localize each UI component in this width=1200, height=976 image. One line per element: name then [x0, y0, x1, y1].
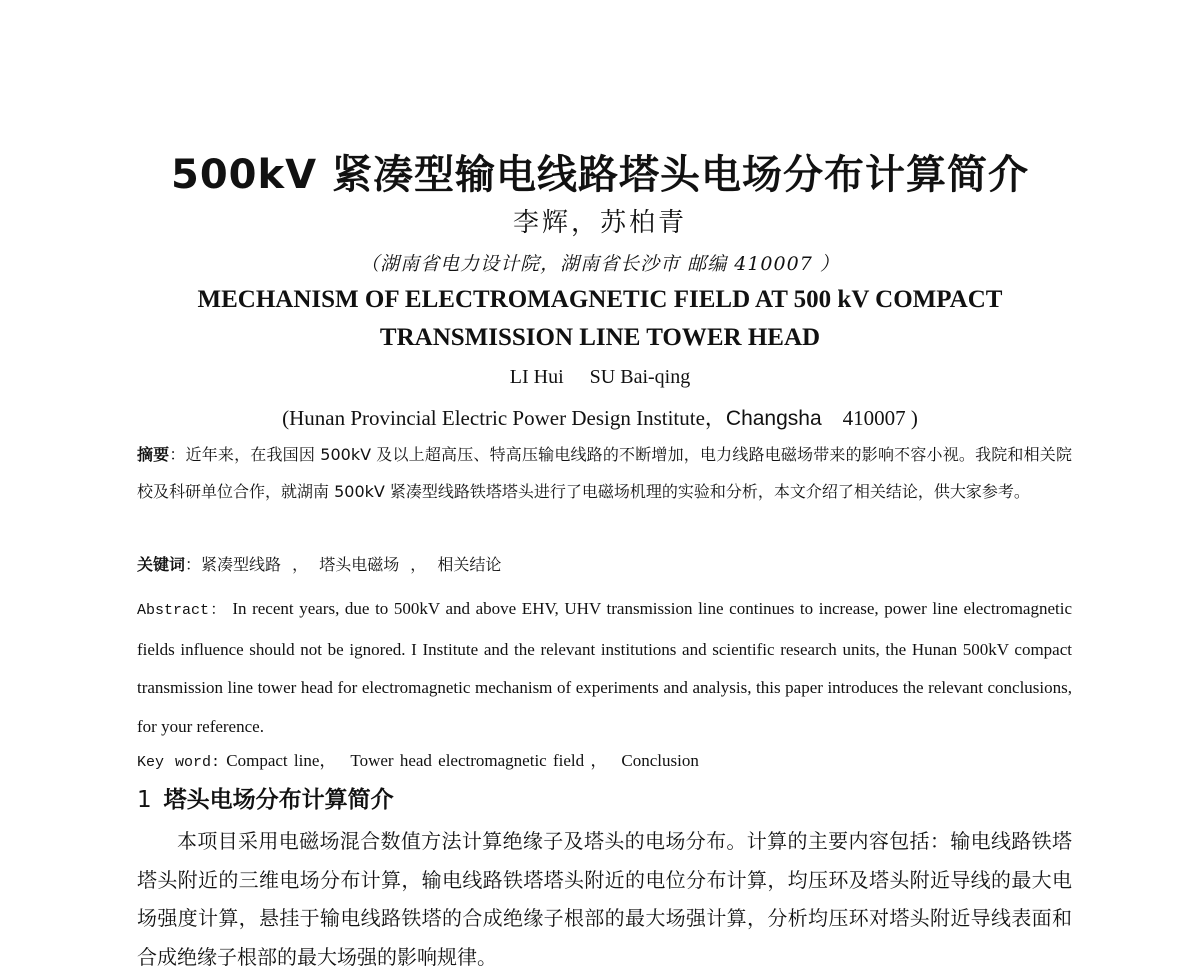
abstract-cn-text: ：近年来，在我国因 500kV 及以上超高压、特高压输电线路的不断增加，电力线路电磁场带来的影响不容小视。我院和相关院校及科研单位合作，就湖南 500kV 紧凑型线路铁塔塔头进行了电磁场机理的实验和分析，本文介绍了相关结论，供大家参考。 [137, 445, 1072, 501]
paper-title-cn: 500kV 紧凑型输电线路塔头电场分布计算简介 [171, 152, 1029, 198]
keywords-en [137, 746, 1072, 771]
affiliation-en-city: Changsha [725, 407, 822, 430]
section-1-heading [137, 781, 1072, 814]
affiliation-en [0, 402, 1200, 432]
author-en-2: SU Bai-qing [589, 366, 691, 388]
section-1-number: 1 [137, 787, 152, 813]
affiliation-en-code: 410007 ) [842, 406, 918, 430]
affiliation-en-institute: (Hunan Provincial Electric Power Design Institute， [282, 406, 726, 430]
abstract-cn-label: 摘要 [137, 445, 170, 464]
authors-en [0, 366, 1200, 389]
section-1-title: 塔头电场分布计算简介 [163, 787, 394, 813]
affiliation-cn: （湖南省电力设计院，湖南省长沙市 邮编 410007 ） [360, 253, 840, 275]
keywords-cn-label: 关键词 [137, 555, 186, 574]
keyword-en-2: Tower head electromagnetic field ， [350, 751, 608, 770]
keyword-en-3: Conclusion [621, 751, 699, 770]
abstract-en [137, 590, 1072, 746]
keywords-en-label: Key word: [137, 754, 221, 771]
keywords-cn-text: ：紧凑型线路 ， 塔头电磁场 ， 相关结论 [185, 555, 502, 574]
authors-cn: 李辉，苏柏青 [512, 208, 687, 238]
abstract-en-text: In recent years, due to 500kV and above EHV, UHV transmission line continues to increase, power line electromagnetic fields influence should not be ignored. I Institute and the relevant institutions and scientific research units, the Hunan 500kV compact transmission line tower head for electromagnetic mechanism of experiments and analysis, this paper introduces the relevant conclusions, for your reference. [137, 599, 1073, 736]
author-en-1: LI Hui [509, 366, 564, 388]
keywords-cn [137, 552, 1072, 575]
abstract-en-label: Abstract： [137, 602, 227, 619]
section-1-paragraph: 本项目采用电磁场混合数值方法计算绝缘子及塔头的电场分布。计算的主要内容包括：输电线路铁塔塔头附近的三维电场分布计算，输电线路铁塔塔头附近的电位分布计算，均压环及塔头附近导线的最大电场强度计算，悬挂于输电线路铁塔的合成绝缘子根部的最大场强计算，分析均压环对塔头附近导线表面和合成绝缘子根部的最大场强的影响规律。 [137, 829, 1072, 969]
abstract-cn [137, 436, 1072, 510]
paper-title-en-line1: MECHANISM OF ELECTROMAGNETIC FIELD AT 500 kV COMPACT [197, 286, 1003, 313]
paper-title-en-line2: TRANSMISSION LINE TOWER HEAD [379, 324, 821, 351]
keyword-en-1: Compact line， [226, 751, 337, 770]
